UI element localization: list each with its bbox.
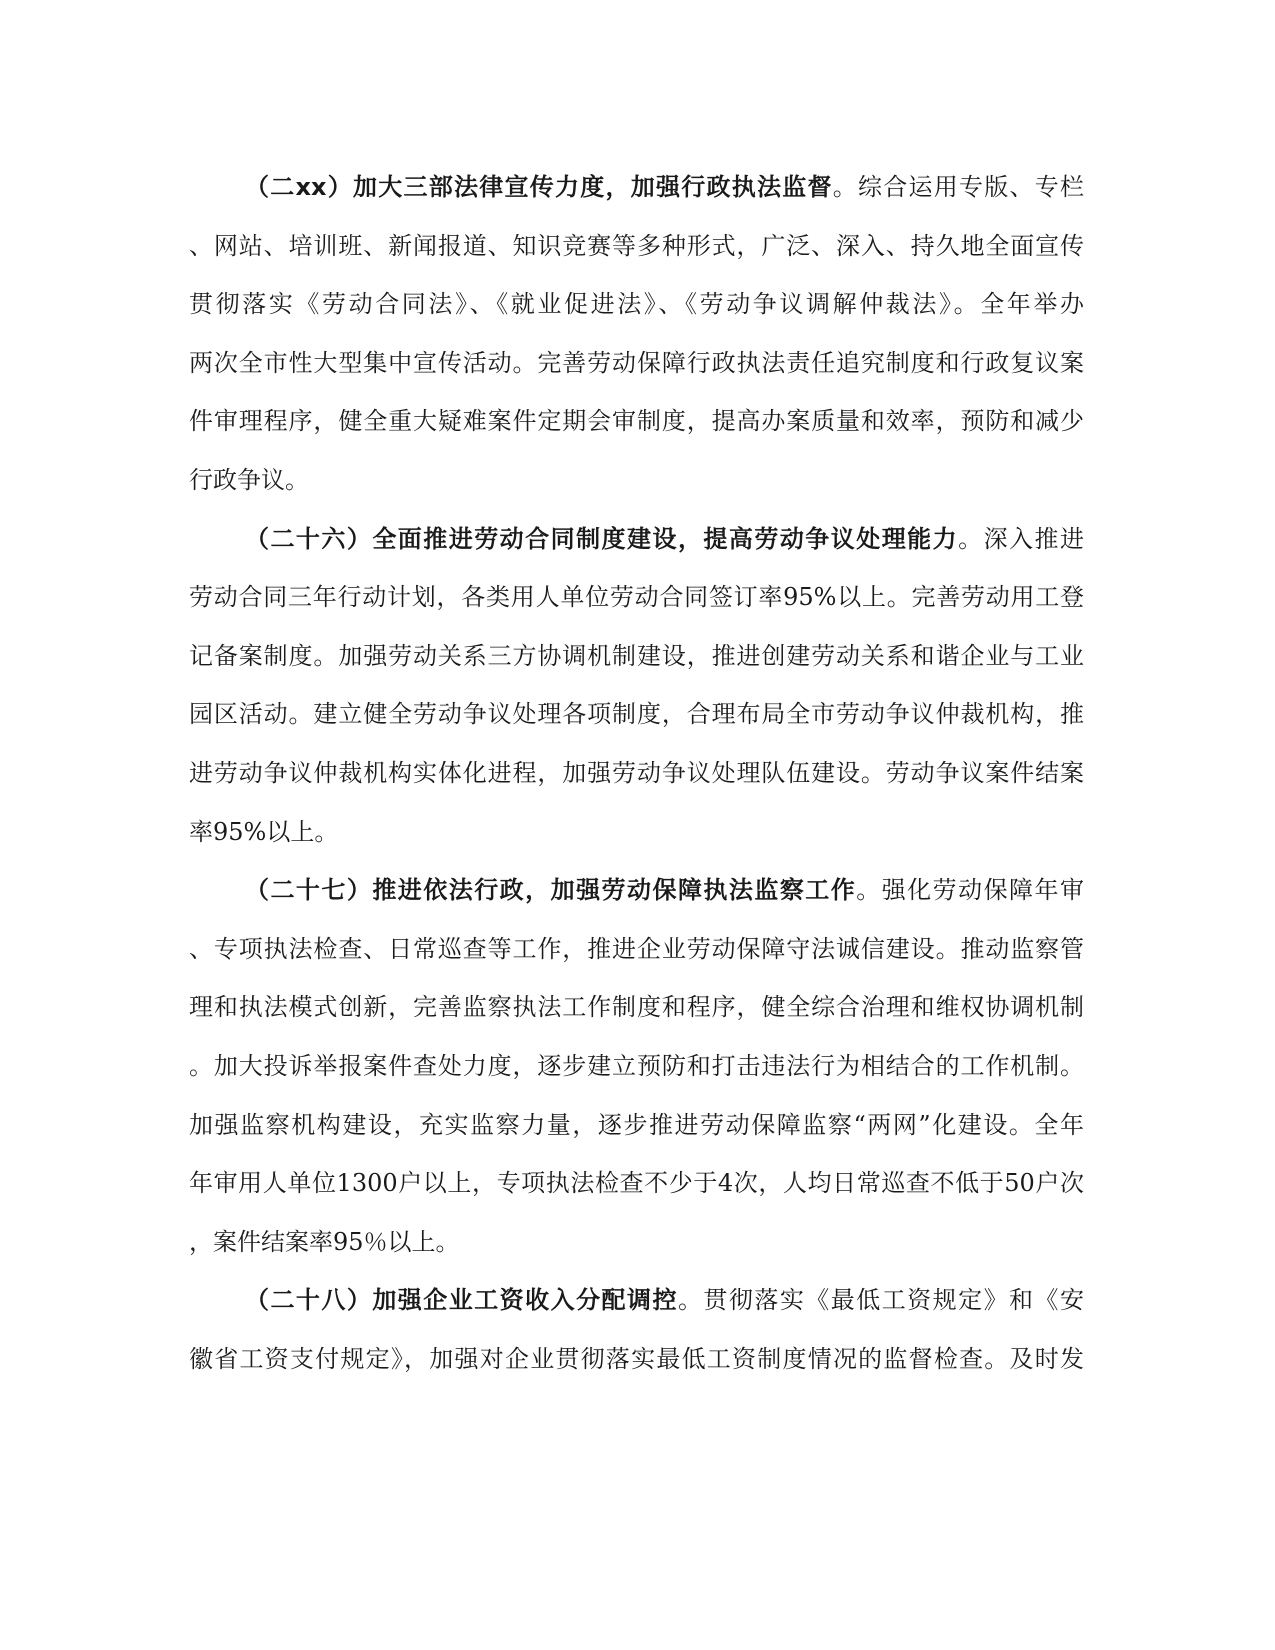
paragraph-line: 件审理程序，健全重大疑难案件定期会审制度，提高办案质量和效率，预防和减少 xyxy=(189,407,1084,436)
paragraph-line: 园区活动。建立健全劳动争议处理各项制度，合理布局全市劳动争议仲裁机构，推 xyxy=(189,700,1084,729)
paragraph-line: 率95%以上。 xyxy=(189,817,339,846)
paragraph-27 xyxy=(189,861,1084,1271)
paragraph-28 xyxy=(189,1271,1084,1388)
paragraph-first-line xyxy=(189,861,1084,920)
paragraph-line: 行政争议。 xyxy=(189,465,309,494)
paragraph-heading: （二xx）加大三部法律宣传力度，加强行政执法监督 xyxy=(245,173,833,201)
paragraph-line: 。加大投诉举报案件查处力度，逐步建立预防和打击违法行为相结合的工作机制。 xyxy=(189,1051,1084,1080)
paragraph-first-line xyxy=(189,158,1084,217)
paragraph-text: 。深入推进 xyxy=(958,524,1084,553)
paragraph-heading: （二十七）推进依法行政，加强劳动保障执法监察工作 xyxy=(245,876,857,905)
paragraph-first-line xyxy=(189,1271,1084,1330)
paragraph-heading: （二十六）全面推进劳动合同制度建设，提高劳动争议处理能力 xyxy=(245,524,959,553)
paragraph-line: 、网站、培训班、新闻报道、知识竞赛等多种形式，广泛、深入、持久地全面宣传 xyxy=(189,231,1084,260)
paragraph-line: 进劳动争议仲裁机构实体化进程，加强劳动争议处理队伍建设。劳动争议案件结案 xyxy=(189,758,1084,787)
paragraph-line: ，案件结案率95％以上。 xyxy=(189,1227,460,1256)
paragraph-line: 贯彻落实《劳动合同法》、《就业促进法》、《劳动争议调解仲裁法》。全年举办 xyxy=(189,290,1084,319)
paragraph-text: 。强化劳动保障年审 xyxy=(856,876,1084,905)
paragraph-25 xyxy=(189,158,1084,510)
paragraph-line: 记备案制度。加强劳动关系三方协调机制建设，推进创建劳动关系和谐企业与工业 xyxy=(189,641,1084,670)
paragraph-first-line xyxy=(189,510,1084,569)
paragraph-26 xyxy=(189,510,1084,862)
paragraph-line: 徽省工资支付规定》，加强对企业贯彻落实最低工资制度情况的监督检查。及时发 xyxy=(189,1344,1084,1373)
paragraph-line: 理和执法模式创新，完善监察执法工作制度和程序，健全综合治理和维权协调机制 xyxy=(189,993,1084,1022)
paragraph-text: 。贯彻落实《最低工资规定》和《安 xyxy=(677,1286,1084,1315)
document-body xyxy=(189,158,1084,1388)
paragraph-text: 。综合运用专版、专栏 xyxy=(832,173,1084,201)
paragraph-line: 劳动合同三年行动计划，各类用人单位劳动合同签订率95%以上。完善劳动用工登 xyxy=(189,583,1084,612)
paragraph-line: 两次全市性大型集中宣传活动。完善劳动保障行政执法责任追究制度和行政复议案 xyxy=(189,348,1084,377)
paragraph-line: 、专项执法检查、日常巡查等工作，推进企业劳动保障守法诚信建设。推动监察管 xyxy=(189,934,1084,963)
paragraph-heading: （二十八）加强企业工资收入分配调控 xyxy=(245,1286,678,1315)
paragraph-line: 加强监察机构建设，充实监察力量，逐步推进劳动保障监察“两网”化建设。全年 xyxy=(189,1110,1084,1139)
paragraph-line: 年审用人单位1300户以上，专项执法检查不少于4次，人均日常巡查不低于50户次 xyxy=(189,1169,1084,1198)
